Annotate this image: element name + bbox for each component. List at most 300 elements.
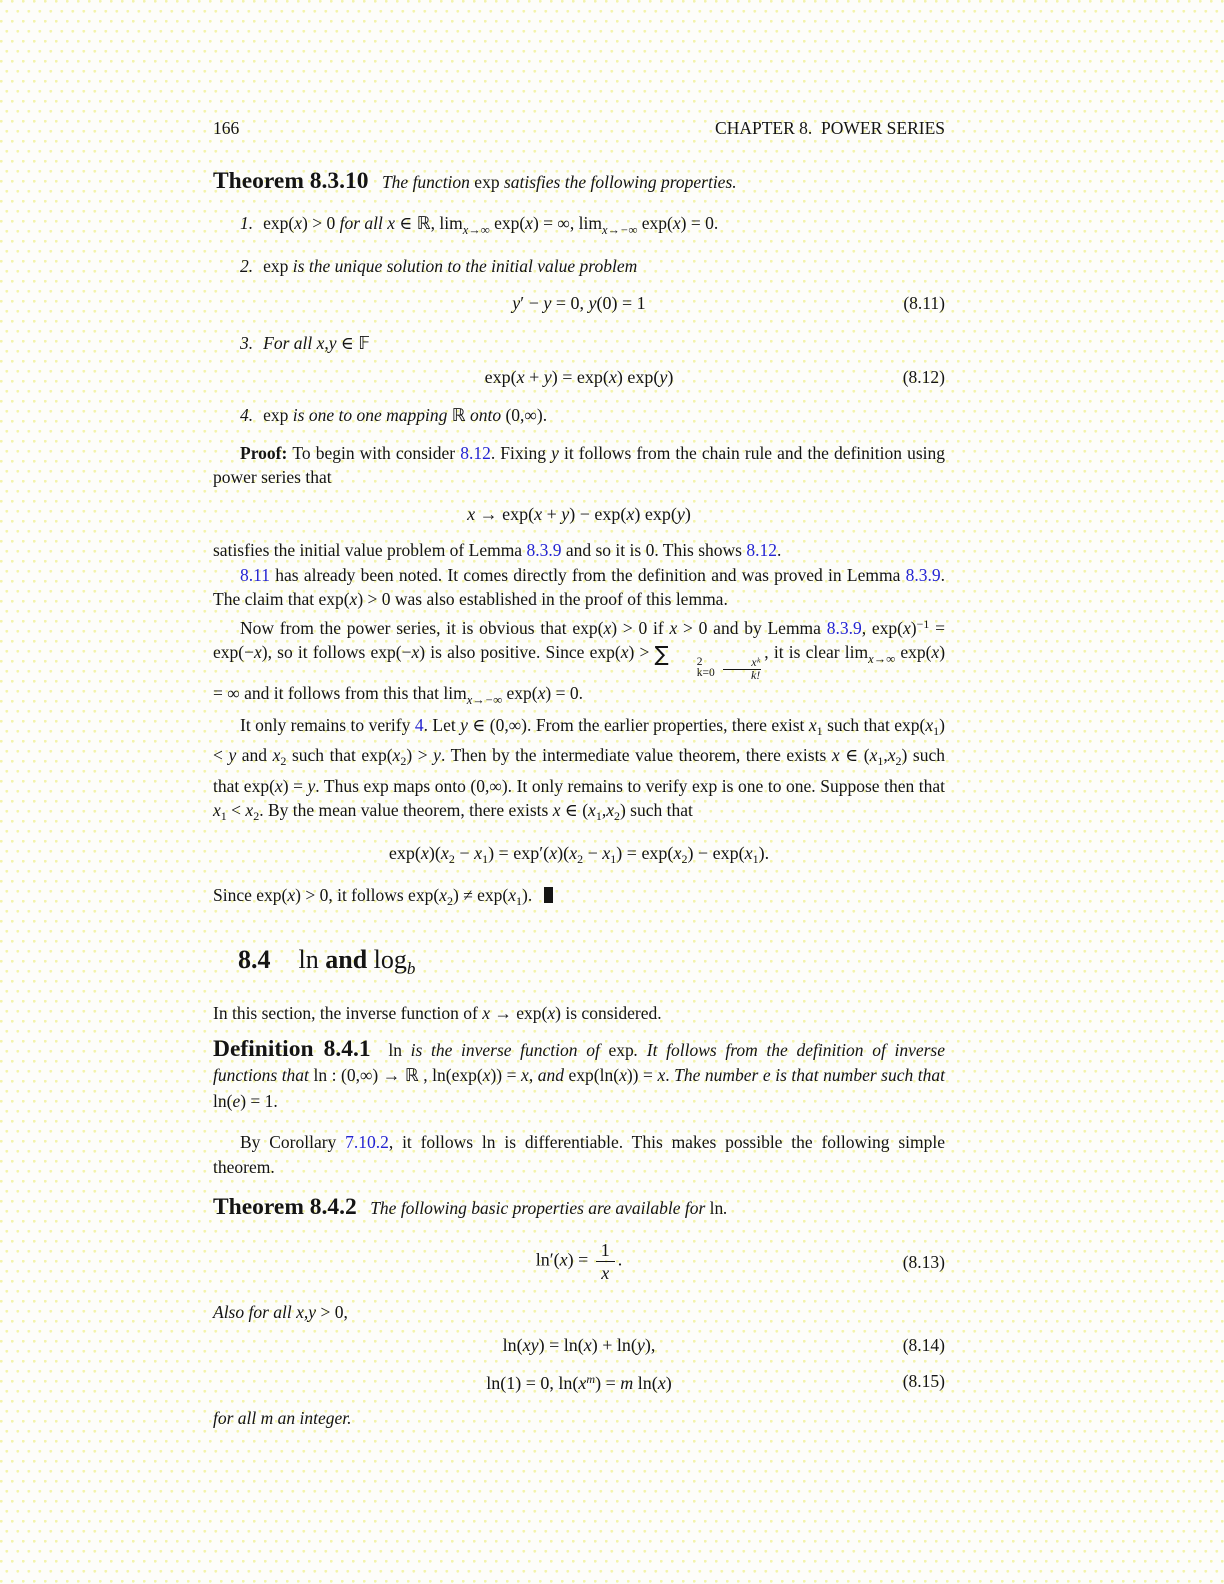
text-segment: . Thus exp maps onto (0,∞). It only remains to verify exp is one to one. Suppose then that — [315, 775, 946, 796]
text-segment: x — [525, 212, 533, 233]
text-segment: b — [406, 958, 416, 978]
chapter-title: CHAPTER 8. POWER SERIES — [715, 118, 945, 138]
text-segment: . — [665, 1065, 675, 1085]
text-segment: y — [561, 503, 570, 524]
text-segment: x — [349, 589, 358, 609]
text-segment: 2 — [448, 851, 455, 866]
text-segment: Proof: — [240, 442, 293, 463]
text-segment: x — [387, 212, 396, 233]
text-segment: exp( — [637, 212, 673, 233]
text-segment: By Corollary — [240, 1132, 346, 1152]
text-segment: exp( — [484, 366, 517, 387]
text-segment: onto — [465, 405, 506, 425]
text-segment: x — [588, 800, 596, 820]
text-segment: x — [316, 333, 325, 353]
theorem-8-4-2-label: Theorem 8.4.2 — [213, 1194, 357, 1220]
text-segment: x — [440, 842, 449, 863]
text-segment: x — [606, 800, 614, 820]
ref-link[interactable]: 8.12 — [460, 442, 491, 463]
proof-p4-text — [213, 616, 946, 707]
text-segment: ) = — [595, 1373, 621, 1393]
text-segment: ′ — [520, 292, 525, 313]
proof-paragraph-4 — [213, 612, 945, 713]
final-line — [213, 1406, 945, 1431]
text-segment: 2 — [446, 894, 453, 908]
text-segment: m — [586, 1372, 596, 1386]
ref-link[interactable]: 7.10.2 — [345, 1132, 389, 1152]
text-segment: ∈ — [336, 333, 359, 353]
equation-8-13-period: . — [617, 1249, 623, 1270]
text-segment: → exp( — [475, 503, 535, 524]
theorem-item-3 — [213, 331, 945, 357]
text-segment: x — [245, 800, 254, 820]
corollary-paragraph — [213, 1130, 945, 1179]
proof-paragraph-5 — [213, 713, 945, 829]
fraction-one-over-x — [596, 1239, 615, 1284]
text-segment: = exp(− — [213, 617, 945, 662]
text-segment: y — [307, 775, 316, 796]
text-segment: x — [602, 842, 611, 863]
text-segment: exp( — [502, 683, 538, 703]
text-segment: ∈ ( — [839, 745, 870, 765]
text-segment: . — [777, 540, 782, 560]
text-segment: and — [325, 944, 368, 974]
item-4-number: 4. — [240, 405, 254, 425]
text-segment: The number — [674, 1065, 763, 1085]
text-segment: − — [524, 292, 544, 313]
text-segment: . By the mean value theorem, there exists — [259, 800, 553, 820]
proof-p3-text — [213, 565, 945, 610]
text-segment: ln — [388, 1040, 411, 1060]
theorem-item-4 — [213, 403, 945, 429]
text-segment: x — [294, 212, 303, 233]
text-segment — [715, 642, 720, 662]
text-segment: ∑ — [654, 642, 669, 666]
text-segment: , — [303, 1302, 309, 1322]
text-segment: x — [287, 885, 296, 905]
ref-link[interactable]: 8.3.9 — [905, 564, 941, 585]
ref-link[interactable]: 8.12 — [746, 540, 777, 560]
text-segment: and so it is 0. This shows — [561, 540, 747, 560]
text-segment: y — [659, 366, 668, 387]
equation-8-11-body — [512, 293, 645, 313]
text-segment: and — [537, 1065, 569, 1085]
theorem-8-4-2-intro — [370, 1198, 727, 1218]
text-segment: is the inverse function of — [410, 1040, 609, 1060]
ref-link[interactable]: 4 — [414, 714, 424, 735]
ref-link[interactable]: 8.3.9 — [826, 617, 862, 638]
text-segment: . Let — [423, 714, 461, 735]
text-segment: has already been noted. It comes directly from the definition and was proved in Lemma — [269, 564, 906, 585]
text-segment: x — [508, 885, 517, 905]
text-segment: , ln(exp( — [418, 1065, 483, 1085]
text-segment: The following basic properties are available for — [370, 1198, 710, 1218]
text-segment: exp( — [263, 212, 295, 233]
text-segment: x — [392, 745, 401, 765]
text-segment: ) = — [567, 1249, 593, 1270]
text-segment: ) = ∞ and it follows from this that lim — [213, 642, 946, 703]
text-segment: x — [482, 1065, 491, 1085]
corollary-paragraph-text — [213, 1132, 945, 1177]
text-segment: − — [583, 842, 603, 863]
equation-8-11 — [213, 291, 945, 316]
text-segment: is one to one mapping — [292, 405, 452, 425]
text-segment: ) > 0 was also established in the proof of this lemma. — [357, 589, 728, 609]
text-segment: ) = exp′( — [488, 842, 550, 863]
text-segment: )( — [557, 842, 570, 863]
text-segment: x — [516, 366, 525, 387]
stacked-bottom: k=0 — [696, 666, 715, 679]
text-segment: 2 — [400, 754, 407, 768]
text-segment: 2 — [681, 851, 688, 866]
text-segment: ) = exp( — [616, 842, 674, 863]
proof-display-1-body — [467, 504, 691, 524]
proof-display-2 — [213, 841, 945, 872]
text-segment: 2 — [895, 754, 902, 768]
stacked-top: xᵏ — [751, 655, 760, 669]
text-segment: (0) = 1 — [596, 292, 646, 313]
text-segment: y — [543, 292, 552, 313]
text-segment: . — [723, 1198, 728, 1218]
text-segment: exp( — [895, 642, 932, 662]
text-segment: such that exp( — [822, 714, 926, 735]
text-segment: ln : (0,∞) → — [313, 1065, 405, 1085]
text-segment: )) = — [490, 1065, 522, 1085]
text-segment: , it is clear lim — [764, 642, 869, 662]
text-segment: ) exp( — [634, 503, 677, 524]
equation-8-11-tag: (8.11) — [903, 292, 945, 313]
text-segment: ) is considered. — [555, 1002, 662, 1023]
text-segment: 2 — [613, 809, 620, 823]
text-segment: x — [931, 642, 940, 662]
text-segment: exp — [263, 405, 293, 425]
text-segment: )) = — [626, 1065, 658, 1085]
text-segment: ) ≠ exp( — [452, 885, 509, 905]
text-segment: x — [869, 745, 878, 765]
text-segment: x — [744, 842, 753, 863]
text-segment: x — [272, 745, 281, 765]
text-segment: e — [232, 1091, 241, 1111]
text-segment: x — [521, 1065, 529, 1085]
section-intro-text — [213, 1003, 662, 1023]
text-segment: ) exp( — [616, 366, 660, 387]
also-for-all-line — [213, 1300, 945, 1325]
text-segment: ) > 0, it follows exp( — [295, 885, 440, 905]
text-segment: x→∞ — [868, 652, 896, 666]
text-segment: ), — [644, 1334, 656, 1355]
also-for-all-text — [213, 1302, 348, 1322]
text-segment: ) — [667, 366, 674, 387]
text-segment: x — [559, 1249, 568, 1270]
text-segment: x — [673, 842, 682, 863]
text-segment: ) = exp( — [551, 366, 609, 387]
proof-display-1 — [213, 502, 945, 527]
text-segment: > 0 and by Lemma — [677, 617, 827, 638]
text-segment: x — [474, 842, 483, 863]
equation-8-12 — [213, 365, 945, 390]
text-segment: x — [482, 1002, 491, 1023]
text-segment: ) − exp( — [687, 842, 745, 863]
proof-p2-text — [213, 540, 781, 560]
proof-p6-text — [213, 885, 553, 908]
text-segment: 2 — [253, 809, 260, 823]
text-segment: ln( — [502, 1334, 523, 1355]
item-2-number: 2. — [240, 256, 254, 276]
text-segment: ℝ — [451, 406, 466, 426]
text-segment: y — [228, 745, 237, 765]
text-segment: m — [620, 1373, 634, 1393]
text-segment: ln( — [213, 1091, 233, 1111]
text-segment: exp( — [388, 842, 421, 863]
text-segment: x — [672, 212, 681, 233]
text-segment: x — [578, 1373, 587, 1393]
equation-8-15 — [213, 1367, 945, 1396]
text-segment: x — [808, 714, 817, 735]
text-segment: 1 — [816, 723, 823, 738]
text-segment: exp — [263, 256, 293, 276]
text-segment: , exp( — [861, 617, 903, 638]
section-title — [298, 944, 416, 978]
text-segment: x — [420, 842, 429, 863]
text-segment: log — [367, 944, 407, 974]
text-segment: . Then by the intermediate value theorem, there exists — [440, 745, 832, 765]
text-segment: y — [551, 442, 559, 463]
text-segment: (0,∞). — [505, 405, 548, 425]
theorem-8-3-10-intro — [382, 172, 737, 192]
text-segment: 2 — [280, 754, 287, 768]
item-3-number: 3. — [240, 333, 254, 353]
text-segment: To begin with consider — [292, 442, 461, 463]
text-segment: x — [902, 617, 911, 638]
text-segment: x — [620, 642, 629, 662]
text-segment: ) = — [282, 775, 308, 796]
text-segment: , — [883, 745, 888, 765]
text-segment: , lim — [430, 212, 463, 233]
page-number: 166 — [213, 118, 240, 138]
fraction-denominator: x — [596, 1261, 615, 1284]
text-segment: ) > — [406, 745, 434, 765]
text-segment: y — [636, 1334, 645, 1355]
proof-display-2-body — [388, 842, 770, 866]
text-segment: , — [324, 333, 329, 353]
proof-paragraph-2 — [213, 538, 945, 563]
qed-box — [544, 887, 553, 903]
text-segment: 1 — [877, 754, 884, 768]
text-segment: ln′( — [535, 1249, 560, 1270]
text-segment: . Fixing — [490, 442, 552, 463]
text-segment: Now from the power series, it is obvious that exp( — [240, 617, 604, 638]
text-segment: ) < — [213, 714, 945, 765]
text-segment: x — [619, 1065, 627, 1085]
text-segment: In this section, the inverse function of — [213, 1002, 483, 1023]
text-segment: ) such that exp( — [213, 745, 945, 796]
text-segment: y — [676, 503, 685, 524]
text-segment — [670, 657, 715, 678]
ref-link[interactable]: 8.3.9 — [526, 540, 562, 560]
equation-8-12-body — [485, 367, 674, 387]
ref-link[interactable]: 8.11 — [240, 564, 270, 585]
text-segment: x — [831, 745, 840, 765]
text-segment: ∈ (0,∞). From the earlier properties, there exist — [467, 714, 809, 735]
equation-8-14-body — [503, 1335, 656, 1355]
text-segment: e — [762, 1065, 776, 1085]
text-segment: ln( — [633, 1373, 658, 1393]
text-segment: ℝ — [404, 1066, 419, 1086]
text-segment: ) = 1. — [240, 1091, 278, 1111]
text-segment: ) − exp( — [569, 503, 627, 524]
item-1-text — [263, 212, 719, 237]
final-line-text — [213, 1408, 352, 1428]
text-segment: x — [657, 1373, 666, 1393]
text-segment: ) — [665, 1373, 672, 1393]
text-segment: , it follows ln is differentiable. This makes possible the following simple theorem. — [213, 1132, 945, 1177]
text-segment: ) — [684, 503, 691, 524]
text-segment: x — [569, 842, 578, 863]
text-segment: ) = ln( — [538, 1334, 584, 1355]
theorem-item-1 — [213, 211, 945, 243]
item-2-text — [263, 256, 637, 276]
text-segment: − — [454, 842, 475, 863]
text-segment: is the unique solution to the initial value problem — [292, 256, 638, 276]
equation-8-14-tag: (8.14) — [902, 1334, 945, 1355]
fraction-numerator: 1 — [600, 1240, 610, 1260]
text-segment: y — [512, 292, 521, 313]
text-segment: x→−∞ — [466, 693, 503, 707]
equation-8-15-body — [486, 1373, 671, 1393]
text-segment: ∈ ( — [560, 800, 589, 820]
text-segment: ). — [758, 842, 770, 863]
text-segment: 1 — [516, 894, 523, 908]
text-segment: x→∞ — [462, 222, 490, 237]
text-segment: ), so it follows exp(− — [261, 642, 412, 662]
equation-8-12-tag: (8.12) — [902, 366, 945, 387]
text-segment: y — [433, 745, 441, 765]
proof-paragraph-3 — [213, 563, 945, 612]
text-segment: xy — [522, 1334, 539, 1355]
text-segment: y — [328, 333, 337, 353]
text-segment: Since exp( — [213, 885, 288, 905]
text-segment: x — [583, 1334, 592, 1355]
text-segment: y — [588, 292, 597, 313]
text-segment: Also for all — [213, 1302, 297, 1322]
proof-paragraph-1 — [213, 441, 945, 490]
text-segment: x — [467, 503, 476, 524]
text-segment: satisfies the following properties. — [499, 171, 737, 192]
text-segment: x — [274, 775, 283, 796]
text-segment: . The claim that exp( — [213, 564, 945, 609]
text-segment: + — [542, 503, 562, 524]
text-segment: and — [236, 745, 273, 765]
text-segment: ln — [298, 944, 326, 974]
text-segment: −1 — [916, 616, 930, 631]
equation-8-13-lhs — [536, 1250, 593, 1270]
theorem-8-3-10-heading-para — [213, 167, 945, 197]
text-segment: y — [308, 1302, 317, 1322]
text-segment — [723, 657, 761, 681]
item-1-number: 1. — [240, 212, 254, 233]
equation-8-15-tag: (8.15) — [902, 1371, 945, 1391]
text-segment: x — [547, 1002, 556, 1023]
text-segment: 1 — [752, 851, 759, 866]
item-3-text — [263, 333, 370, 353]
text-segment: ℝ — [416, 213, 431, 234]
text-segment: x — [669, 617, 678, 638]
text-segment: exp — [474, 171, 500, 192]
text-segment: ) + ln( — [591, 1334, 637, 1355]
text-segment: x — [887, 745, 896, 765]
text-segment: x — [411, 642, 420, 662]
text-segment: ) > 0 if — [611, 617, 670, 638]
definition-8-4-1 — [213, 1037, 945, 1114]
text-segment: exp(ln( — [568, 1065, 620, 1085]
text-segment: ) — [910, 617, 917, 638]
text-segment: ln(1) = 0, ln( — [486, 1373, 579, 1393]
text-segment: for all m an integer. — [213, 1407, 352, 1428]
text-segment: 1 — [610, 851, 617, 866]
stacked-top: 2 — [696, 656, 703, 668]
proof-p1-text — [213, 443, 945, 488]
text-segment: x — [925, 714, 934, 735]
text-segment: , — [528, 1065, 538, 1085]
text-segment: ). — [522, 885, 533, 905]
equation-8-14 — [213, 1333, 945, 1358]
text-segment: . — [633, 1040, 647, 1060]
text-segment: ) such that — [619, 800, 693, 820]
text-segment: x — [213, 800, 221, 820]
section-intro-para — [213, 1001, 945, 1026]
text-segment: x — [253, 642, 262, 662]
text-segment: ln — [709, 1198, 724, 1218]
text-segment: it follows from the chain rule and the definition using power series that — [213, 442, 946, 487]
text-segment: > 0, — [316, 1302, 348, 1322]
text-segment: , — [601, 800, 607, 820]
text-segment: x — [534, 503, 543, 524]
section-8-4-heading — [238, 944, 945, 985]
text-segment: x — [626, 503, 635, 524]
stacked-bottom: k! — [723, 669, 761, 682]
text-segment: x — [657, 1065, 666, 1085]
definition-8-4-1-label: Definition 8.4.1 — [213, 1036, 371, 1062]
equation-8-13-tag: (8.13) — [902, 1251, 945, 1272]
text-segment: satisfies the initial value problem of Lemma — [213, 540, 527, 560]
text-segment: For all — [263, 333, 317, 353]
text-segment: exp( — [489, 212, 526, 233]
proof-paragraph-6 — [213, 883, 945, 914]
section-number: 8.4 — [238, 944, 271, 974]
page-header — [213, 116, 945, 141]
text-segment: The function — [381, 171, 475, 192]
text-segment: x — [608, 366, 617, 387]
text-segment: x→−∞ — [601, 222, 638, 237]
text-segment: for all — [339, 212, 388, 233]
item-4-text — [263, 405, 547, 425]
text-segment: 1 — [482, 851, 489, 866]
text-segment: ) = ∞, lim — [532, 212, 602, 233]
text-segment: 1 — [595, 809, 602, 823]
text-segment: x — [537, 683, 546, 703]
text-segment: ) > 0 — [302, 212, 340, 233]
text-segment: 𝔽 — [358, 334, 371, 354]
text-segment: + — [524, 366, 544, 387]
text-segment: x — [549, 842, 558, 863]
text-segment: ) > — [628, 642, 655, 662]
text-segment: exp — [608, 1040, 634, 1060]
text-segment: It only remains to verify — [240, 714, 415, 735]
text-segment: is that number such that — [775, 1065, 946, 1085]
text-segment: x — [603, 617, 612, 638]
text-segment: 1 — [933, 723, 940, 738]
theorem-8-4-2-heading-para — [213, 1193, 945, 1223]
